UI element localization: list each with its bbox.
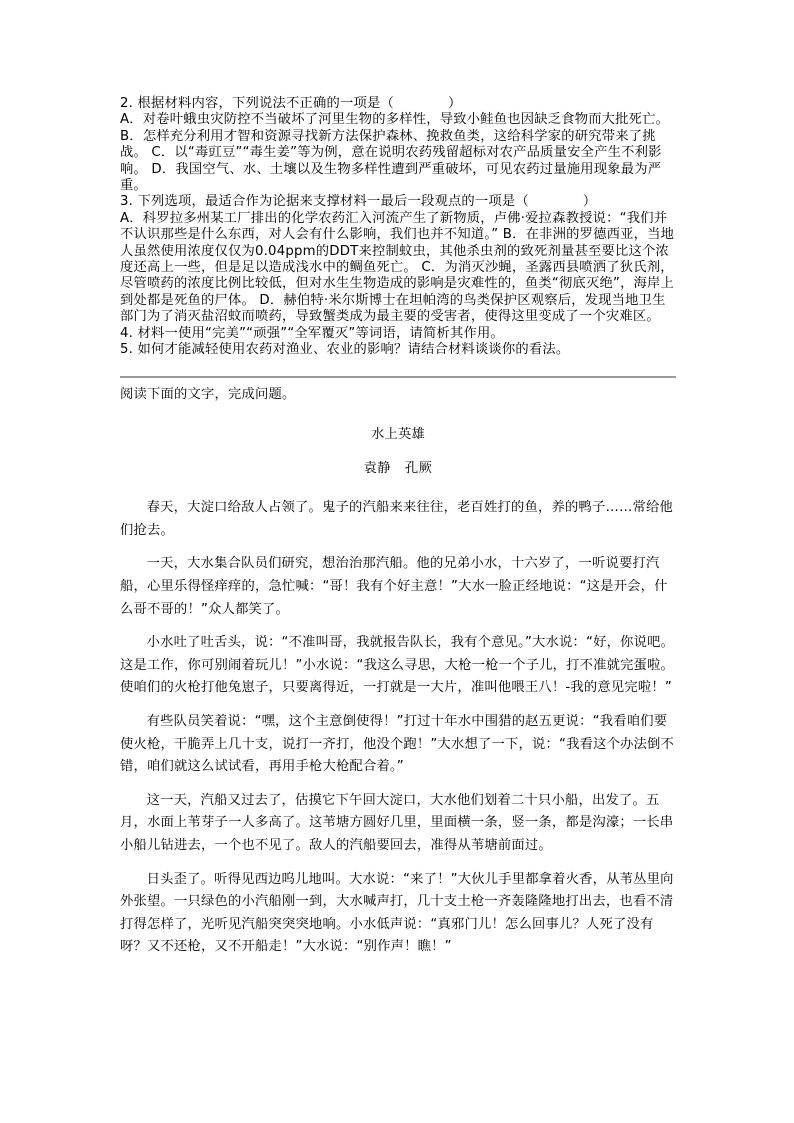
questions-section bbox=[120, 96, 676, 359]
story-paragraph: 一天，大水集合队员们研究，想治治那汽船。他的兄弟小水，十六岁了，一听说要打汽船，心里乐得怪痒痒的，急忙喊：“哥！我有个好主意！”大水一脸正经地说：“这是开会，什么哥不哥的！”众人都笑了。 bbox=[120, 556, 668, 617]
reading-intro: 阅读下面的文字，完成问题。 bbox=[120, 386, 296, 402]
document-page bbox=[120, 96, 676, 959]
question-3-stem: 3. 下列选项，最适合作为论据来支撑材料一最后一段观点的一项是（ ） bbox=[120, 194, 597, 210]
story-authors: 袁静 孔厥 bbox=[363, 460, 433, 476]
story-paragraph: 春天，大淀口给敌人占领了。鬼子的汽船来来往往，老百姓打的鱼，养的鸭子……常给他们抢去。 bbox=[120, 500, 673, 538]
question-4: 4. 材料一使用“完美”“顽强”“全军覆灭”等词语，请简析其作用。 bbox=[120, 325, 504, 341]
section-divider bbox=[120, 376, 676, 378]
question-2-options: A．对卷叶蛾虫灾防控不当破坏了河里生物的多样性，导致小鲑鱼也因缺乏食物而大批死亡。 B．怎样充分利用才智和资源寻找新方法保护森林、挽救鱼类，这给科学家的研究带来了挑战。 C．以“毒豇豆”“毒生姜”等为例，意在说明农药残留超标对农产品质量安全产生不利影响。 D．我国空气、水、土壤以及生物多样性遭到严重破坏，可见农药过量施用现象最为严重。 bbox=[120, 112, 670, 194]
story-paragraph: 有些队员笑着说：“嘿，这个主意倒使得！”打过十年水中围猎的赵五更说：“我看咱们要使火枪，干脆弄上几十支，说打一齐打，他没个跑！”大水想了一下，说：“我看这个办法倒不错，咱们就这么试试看，再用手枪大枪配合着。” bbox=[120, 714, 675, 775]
question-5: 5. 如何才能减轻使用农药对渔业、农业的影响？请结合材料谈谈你的看法。 bbox=[120, 342, 570, 358]
story-paragraph: 日头歪了。听得见西边呜儿地叫。大水说：“来了！”大伙儿手里都拿着火香，从苇丛里向外张望。一只绿色的小汽船刚一到，大水喊声打，几十支土枪一齐轰隆隆地打出去，也看不清打得怎样了，光听见汽船突突突地响。小水低声说：“真邪门儿！怎么回事儿？人死了没有呀？又不还枪，又不开船走！”大水说：“别作声！瞧！” bbox=[120, 871, 674, 955]
reading-section bbox=[120, 384, 676, 959]
question-3-options: A．科罗拉多州某工厂排出的化学农药汇入河流产生了新物质，卢佛·爱拉森教授说：“我们并不认识那些是什么东西，对人会有什么影响，我们也并不知道。” B．在非洲的罗德西亚，当地人虽然使用浓度仅仅为0.04ppm的DDT来控制蚊虫，其他杀虫剂的致死剂量甚至要比这个浓度还高上一些，但是足以造成浅水中的鲷鱼死亡。 C．为消灭沙蝇，圣露西县喷洒了狄氏剂，尽管喷药的浓度比例比较低，但对水生生物造成的影响是灾难性的，鱼类“彻底灭绝”，海岸上到处都是死鱼的尸体。 D．赫伯特·米尔斯博士在坦帕湾的鸟类保护区观察后，发现当地卫生部门为了消灭盐沼蚊而喷药，导致蟹类成为最主要的受害者，使得这里变成了一个灾难区。 bbox=[120, 210, 675, 325]
story-paragraph: 这一天，汽船又过去了，估摸它下午回大淀口，大水他们划着二十只小船，出发了。五月，水面上苇芽子一人多高了。这苇塘方圆好几里，里面横一条，竖一条，都是沟濠；一长串小船儿钻进去，一个也不见了。敌人的汽船要回去，准得从苇塘前面过。 bbox=[120, 792, 674, 853]
question-2-stem: 2. 根据材料内容，下列说法不正确的一项是（ ） bbox=[120, 96, 462, 111]
story-title: 水上英雄 bbox=[371, 427, 425, 443]
story-paragraph: 小水吐了吐舌头，说：“不准叫哥，我就报告队长，我有个意见。”大水说：“好，你说吧。这是工作，你可别闹着玩儿！”小水说：“我这么寻思，大枪一枪一个子儿，打不准就完蛋啦。使咱们的火枪打他兔崽子，只要离得近，一打就是一大片，准叫他喂王八！-我的意见完啦！” bbox=[120, 635, 675, 696]
